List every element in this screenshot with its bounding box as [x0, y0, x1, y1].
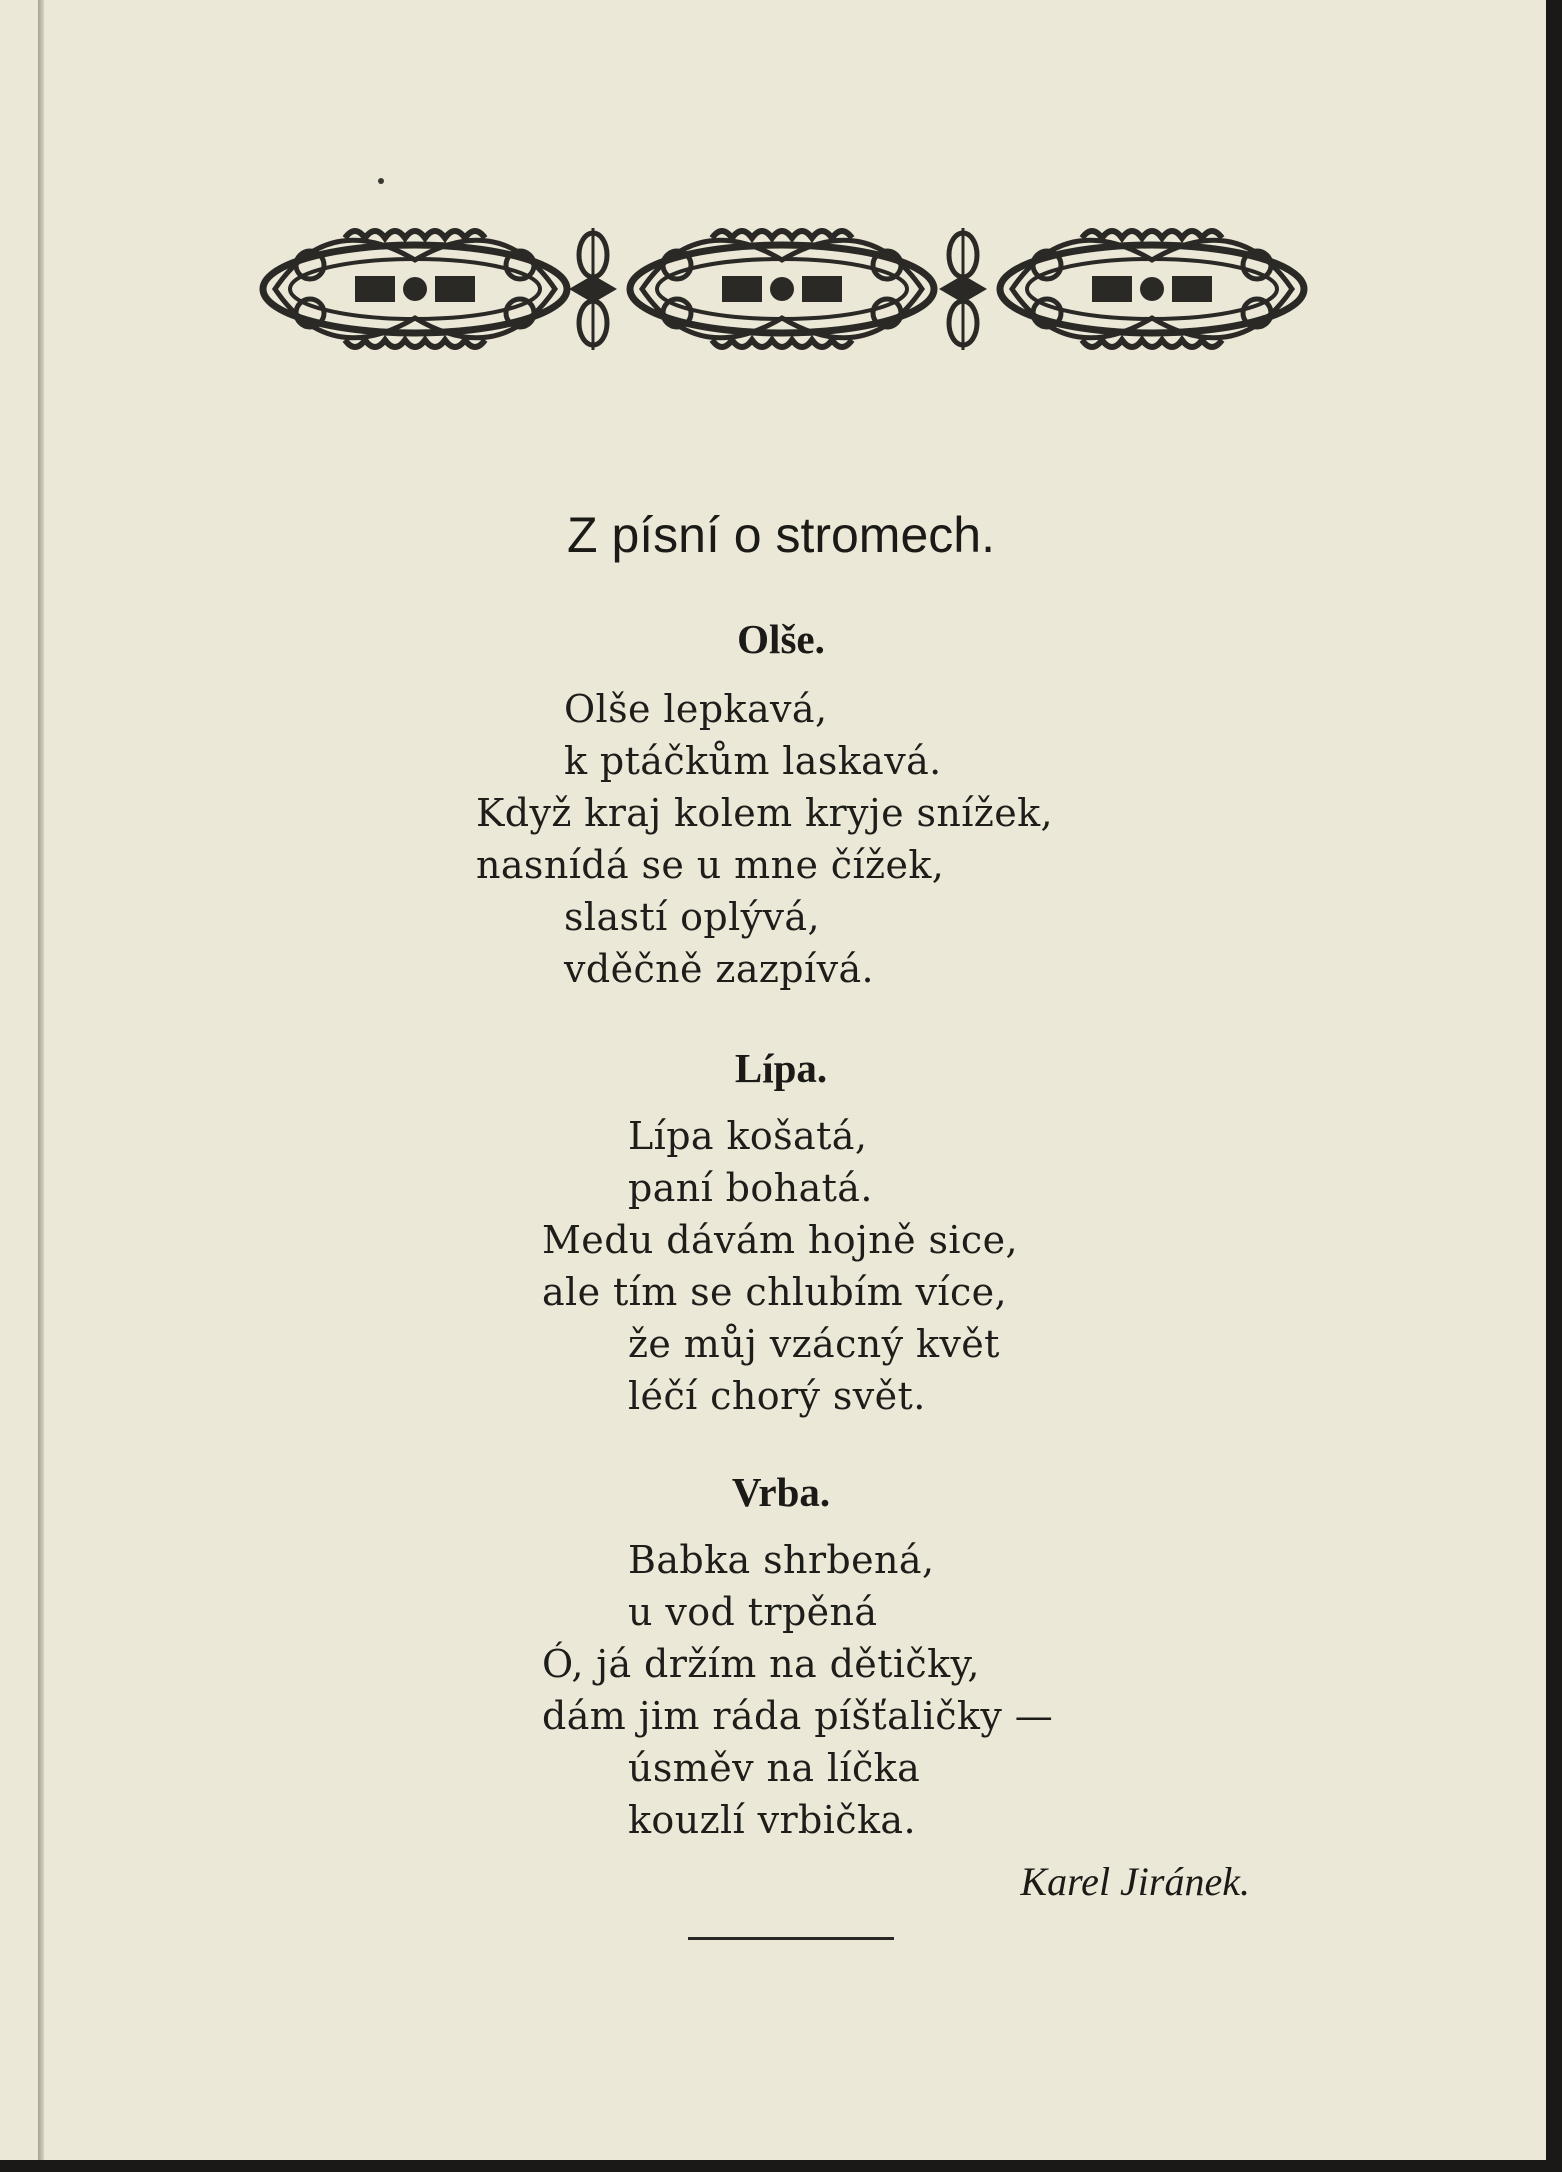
section-heading-vrba: Vrba. — [731, 1469, 831, 1515]
closing-rule — [688, 1937, 894, 1940]
poem-line: Olše lepkavá, — [564, 687, 828, 731]
poem-line: Lípa košatá, — [628, 1114, 868, 1158]
poem-line: k ptáčkům laskavá. — [564, 739, 942, 783]
poem-line: Když kraj kolem kryje snížek, — [476, 791, 1053, 835]
floral-vignette-icon — [250, 220, 1315, 358]
poem-line: že můj vzácný květ — [628, 1322, 1000, 1366]
poem-line: slastí oplývá, — [564, 895, 820, 939]
poem-line: kouzlí vrbička. — [628, 1798, 916, 1842]
poem-line: dám jim ráda píšťaličky — — [542, 1694, 1054, 1738]
ink-speck — [378, 178, 384, 184]
stanza-vrba — [536, 1534, 1053, 1846]
section-heading-lipa: Lípa. — [734, 1045, 828, 1091]
page-bottom-edge — [0, 2160, 1562, 2172]
poem-line: úsměv na líčka — [628, 1746, 921, 1790]
author-signature: Karel Jiránek. — [1020, 1859, 1250, 1904]
poem-title: Z písní o stromech. — [567, 507, 995, 563]
poem-line: Medu dávám hojně sice, — [542, 1218, 1018, 1262]
stanza-lipa — [536, 1110, 1018, 1422]
poem-line: Babka shrbená, — [628, 1538, 935, 1582]
poem-line: paní bohatá. — [628, 1166, 873, 1210]
section-heading-olse: Olše. — [737, 616, 825, 662]
poem-line: vděčně zazpívá. — [564, 947, 874, 991]
poem-line: nasnídá se u mne čížek, — [476, 843, 945, 887]
poem-line: ale tím se chlubím více, — [542, 1270, 1008, 1314]
poem-line: Ó, já držím na dětičky, — [542, 1642, 980, 1686]
stanza-olse — [470, 683, 1053, 995]
poem-line: u vod trpěná — [628, 1590, 878, 1634]
poem-line: léčí chorý svět. — [628, 1374, 926, 1418]
